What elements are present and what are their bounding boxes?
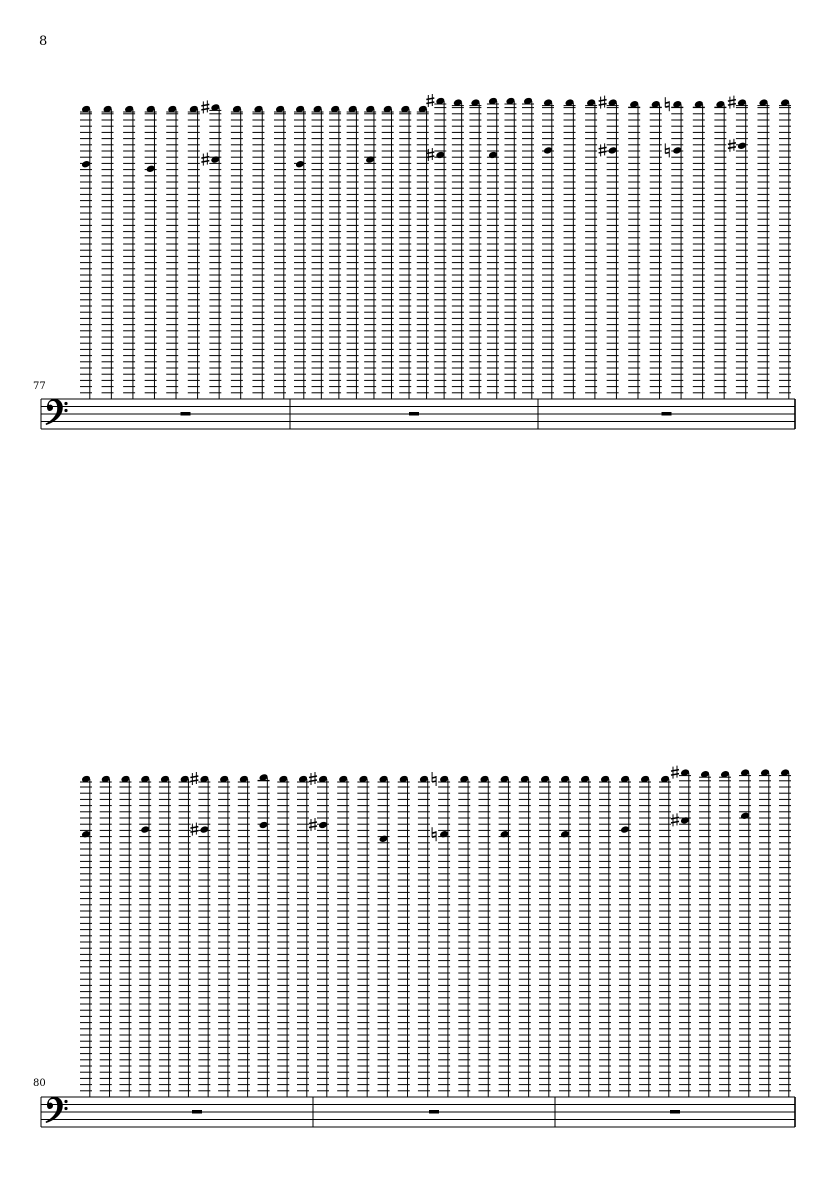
natural-icon	[432, 772, 436, 786]
natural-icon	[665, 97, 669, 111]
sharp-icon	[201, 153, 209, 166]
page-number: 8	[39, 34, 48, 49]
sharp-icon	[190, 823, 198, 836]
half-rest-icon	[429, 1110, 439, 1114]
sharp-icon	[671, 813, 679, 826]
sharp-icon	[728, 96, 736, 109]
sharp-icon	[426, 148, 434, 161]
half-rest-icon	[181, 412, 191, 416]
sharp-icon	[426, 94, 434, 107]
measure-number-system-1: 77	[33, 381, 46, 392]
natural-icon	[665, 143, 669, 157]
sharp-icon	[599, 96, 607, 109]
half-rest-icon	[409, 412, 419, 416]
sharp-icon	[190, 772, 198, 785]
half-rest-icon	[192, 1110, 202, 1114]
sharp-icon	[728, 139, 736, 152]
sharp-icon	[201, 100, 209, 113]
half-rest-icon	[670, 1110, 680, 1114]
sharp-icon	[309, 818, 317, 831]
sharp-icon	[671, 766, 679, 779]
natural-icon	[432, 827, 436, 841]
measure-number-system-2: 80	[33, 1078, 46, 1089]
half-rest-icon	[662, 412, 672, 416]
sharp-icon	[599, 143, 607, 156]
sharp-icon	[309, 772, 317, 785]
